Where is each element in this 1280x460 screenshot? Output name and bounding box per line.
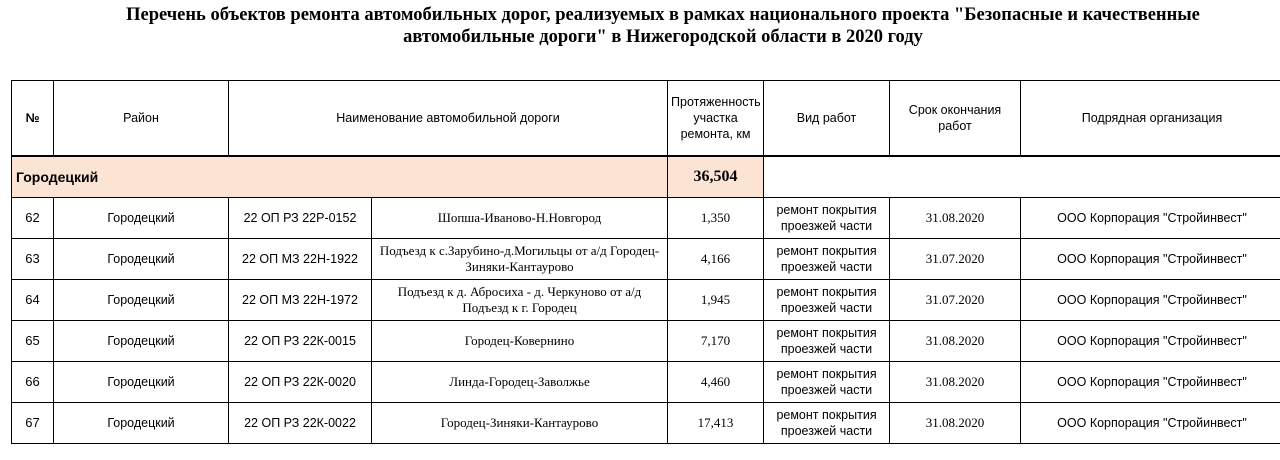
row-contractor: ООО Корпорация "Стройинвест" [1021, 403, 1280, 444]
row-length: 1,350 [668, 198, 764, 239]
table-row [12, 280, 1280, 321]
header-work-type: Вид работ [764, 81, 890, 157]
row-work-type: ремонт покрытия проезжей части [764, 362, 890, 403]
row-length: 7,170 [668, 321, 764, 362]
row-number: 63 [12, 239, 54, 280]
header-number: № [12, 81, 54, 157]
row-work-type: ремонт покрытия проезжей части [764, 239, 890, 280]
row-road-name: Городец-Зиняки-Кантаурово [372, 403, 668, 444]
row-district: Городецкий [54, 362, 229, 403]
document-title [0, 4, 1280, 48]
row-deadline: 31.07.2020 [890, 239, 1021, 280]
document-title-line-1: Перечень объектов ремонта автомобильных дорог, реализуемых в рамках национального проекта "Безопасные и качественные [0, 4, 1280, 26]
table-row [12, 403, 1280, 444]
road-repair-table [11, 80, 1280, 444]
row-number: 66 [12, 362, 54, 403]
row-number: 62 [12, 198, 54, 239]
row-work-type: ремонт покрытия проезжей части [764, 280, 890, 321]
row-road-name: Городец-Ковернино [372, 321, 668, 362]
row-road-code: 22 ОП МЗ 22Н-1922 [229, 239, 372, 280]
row-length: 4,166 [668, 239, 764, 280]
row-district: Городецкий [54, 280, 229, 321]
row-district: Городецкий [54, 321, 229, 362]
document-title-line-2: автомобильные дороги" в Нижегородской области в 2020 году [0, 26, 1280, 48]
row-deadline: 31.08.2020 [890, 403, 1021, 444]
group-empty-cells [764, 156, 1280, 198]
row-number: 64 [12, 280, 54, 321]
group-district-name: Городецкий [12, 156, 668, 198]
header-length: Протяженность участка ремонта, км [668, 81, 764, 157]
row-road-name: Подъезд к с.Зарубино-д.Могильцы от а/д Городец-Зиняки-Кантаурово [372, 239, 668, 280]
row-district: Городецкий [54, 403, 229, 444]
row-length: 4,460 [668, 362, 764, 403]
row-road-name: Подъезд к д. Абросиха - д. Черкуново от а/д Подъезд к г. Городец [372, 280, 668, 321]
row-deadline: 31.08.2020 [890, 321, 1021, 362]
row-road-code: 22 ОП РЗ 22К-0022 [229, 403, 372, 444]
road-repair-table-container [11, 80, 1280, 460]
row-contractor: ООО Корпорация "Стройинвест" [1021, 321, 1280, 362]
table-row [12, 198, 1280, 239]
group-row [12, 156, 1280, 198]
table-row [12, 362, 1280, 403]
row-road-code: 22 ОП РЗ 22К-0020 [229, 362, 372, 403]
row-work-type: ремонт покрытия проезжей части [764, 321, 890, 362]
row-contractor: ООО Корпорация "Стройинвест" [1021, 362, 1280, 403]
row-road-name: Линда-Городец-Заволжье [372, 362, 668, 403]
row-work-type: ремонт покрытия проезжей части [764, 198, 890, 239]
row-length: 17,413 [668, 403, 764, 444]
group-total-length: 36,504 [668, 156, 764, 198]
header-deadline: Срок окончания работ [890, 81, 1021, 157]
table-row [12, 239, 1280, 280]
row-contractor: ООО Корпорация "Стройинвест" [1021, 239, 1280, 280]
row-district: Городецкий [54, 198, 229, 239]
row-road-name: Шопша-Иваново-Н.Новгород [372, 198, 668, 239]
row-contractor: ООО Корпорация "Стройинвест" [1021, 198, 1280, 239]
row-length: 1,945 [668, 280, 764, 321]
row-deadline: 31.08.2020 [890, 362, 1021, 403]
row-road-code: 22 ОП РЗ 22К-0015 [229, 321, 372, 362]
row-work-type: ремонт покрытия проезжей части [764, 403, 890, 444]
table-row [12, 321, 1280, 362]
row-deadline: 31.07.2020 [890, 280, 1021, 321]
row-road-code: 22 ОП МЗ 22Н-1972 [229, 280, 372, 321]
row-number: 67 [12, 403, 54, 444]
row-contractor: ООО Корпорация "Стройинвест" [1021, 280, 1280, 321]
row-deadline: 31.08.2020 [890, 198, 1021, 239]
table-header-row [12, 81, 1280, 157]
header-road-name: Наименование автомобильной дороги [229, 81, 668, 157]
row-number: 65 [12, 321, 54, 362]
row-road-code: 22 ОП РЗ 22Р-0152 [229, 198, 372, 239]
header-contractor: Подрядная организация [1021, 81, 1280, 157]
header-district: Район [54, 81, 229, 157]
row-district: Городецкий [54, 239, 229, 280]
